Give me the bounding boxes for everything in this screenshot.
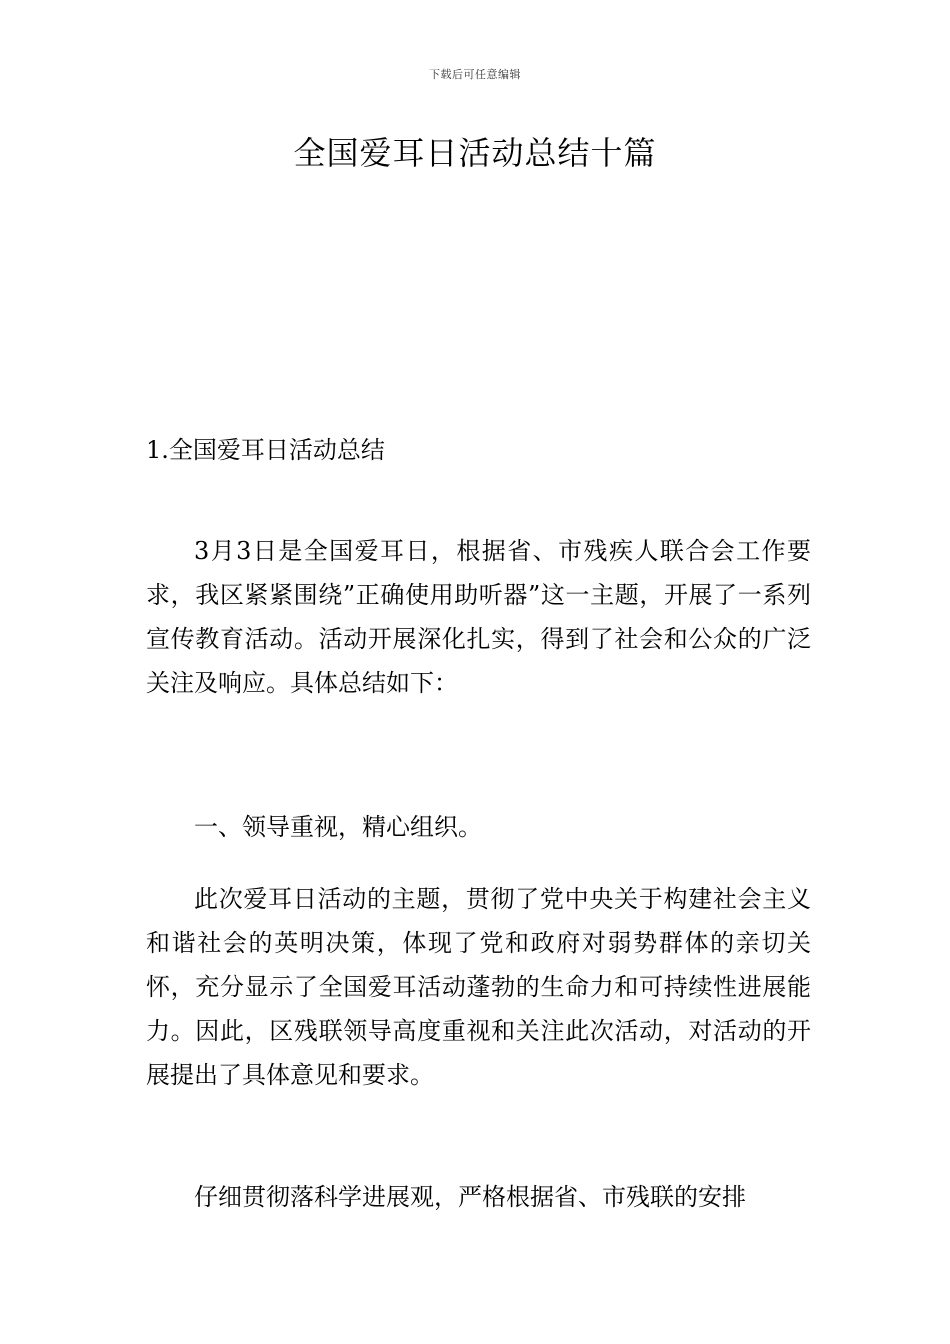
document-title: 全国爱耳日活动总结十篇 — [293, 134, 657, 172]
paragraph-body: 此次爱耳日活动的主题，贯彻了党中央关于构建社会主义和谐社会的英明决策，体现了党和政府对弱势群体的亲切关怀，充分显示了全国爱耳活动蓬勃的生命力和可持续性进展能力。因此，区残联领导高度重视和关注此次活动，对活动的开展提出了具体意见和要求。 — [146, 885, 811, 1089]
section-heading: 1.全国爱耳日活动总结 — [146, 436, 385, 464]
header-note: 下载后可任意编辑 — [429, 68, 521, 81]
paragraph-subheading: 一、领导重视，精心组织。 — [194, 813, 482, 841]
paragraph-intro: 3月3日是全国爱耳日，根据省、市残疾人联合会工作要求，我区紧紧围绕”正确使用助听器”这一主题，开展了一系列宣传教育活动。活动开展深化扎实，得到了社会和公众的广泛关注及响应。具体总结如下： — [146, 537, 811, 697]
paragraph-continued: 仔细贯彻落科学进展观，严格根据省、市残联的安排 — [194, 1183, 746, 1211]
